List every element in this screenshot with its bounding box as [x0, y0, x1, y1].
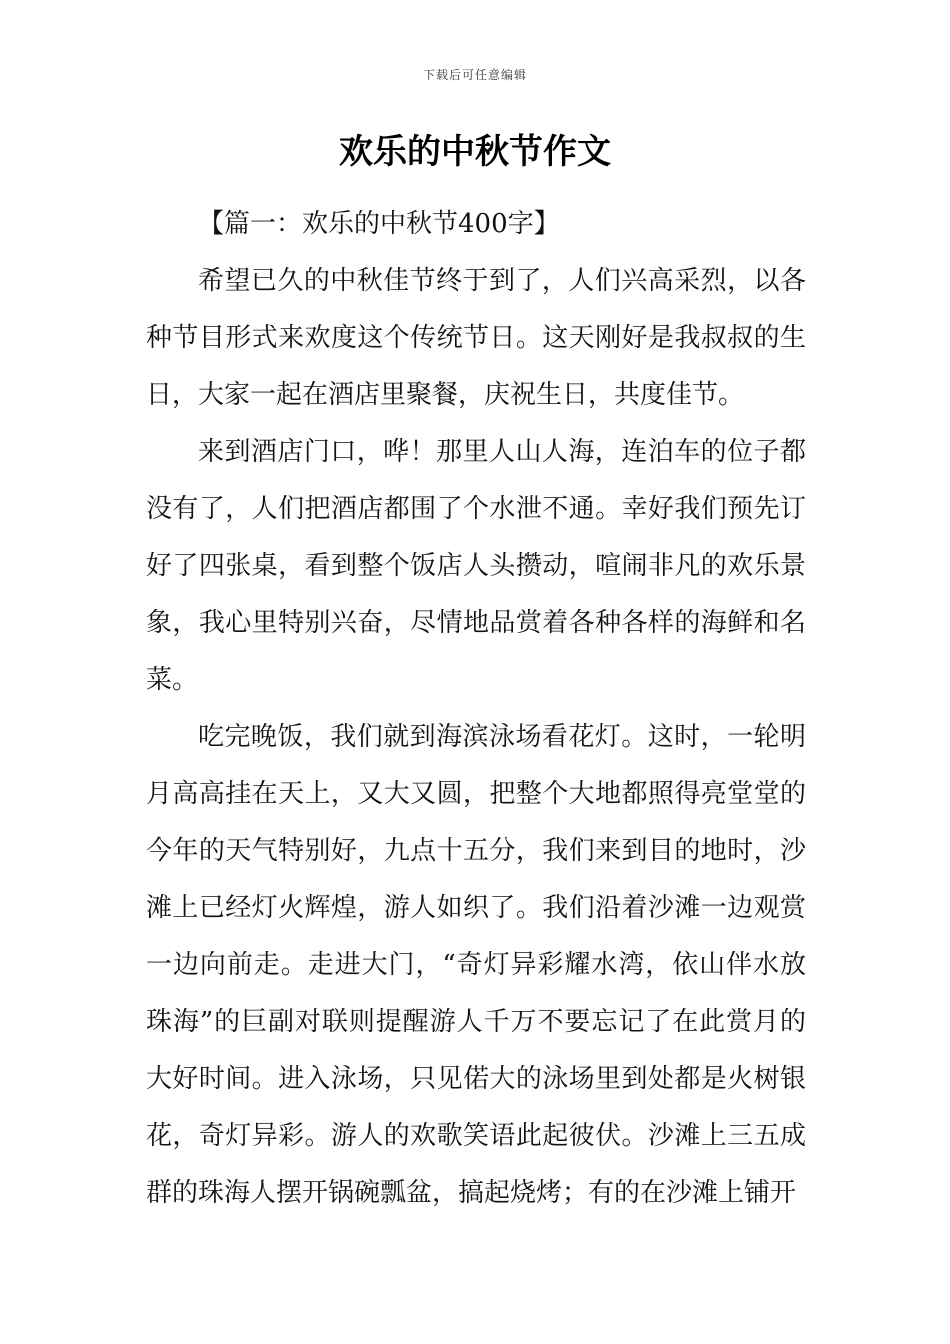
header-note: 下载后可任意编辑	[422, 68, 527, 82]
document-title: 欢乐的中秋节作文	[339, 132, 611, 172]
section-heading: 【篇一：欢乐的中秋节400字】	[198, 209, 560, 239]
document-body	[146, 196, 806, 1222]
paragraph: 吃完晚饭，我们就到海滨泳场看花灯。这时，一轮明月高高挂在天上，又大又圆，把整个大地都照得亮堂堂的今年的天气特别好，九点十五分，我们来到目的地时，沙滩上已经灯火辉煌，游人如织了。我们沿着沙滩一边观赏一边向前走。走进大门，“奇灯异彩耀水湾，依山伴水放珠海”的巨副对联则提醒游人千万不要忘记了在此赏月的大好时间。进入泳场，只见偌大的泳场里到处都是火树银花，奇灯异彩。游人的欢歌笑语此起彼伏。沙滩上三五成群的珠海人摆开锅碗瓢盆，搞起烧烤；有的在沙滩上铺开	[146, 722, 806, 1208]
paragraph: 来到酒店门口，哗！那里人山人海，连泊车的位子都没有了，人们把酒店都围了个水泄不通。幸好我们预先订好了四张桌，看到整个饭店人头攒动，喧闹非凡的欢乐景象，我心里特别兴奋，尽情地品赏着各种各样的海鲜和名菜。	[146, 437, 806, 695]
paragraph: 希望已久的中秋佳节终于到了，人们兴高采烈，以各种节目形式来欢度这个传统节日。这天刚好是我叔叔的生日，大家一起在酒店里聚餐，庆祝生日，共度佳节。	[146, 266, 806, 410]
